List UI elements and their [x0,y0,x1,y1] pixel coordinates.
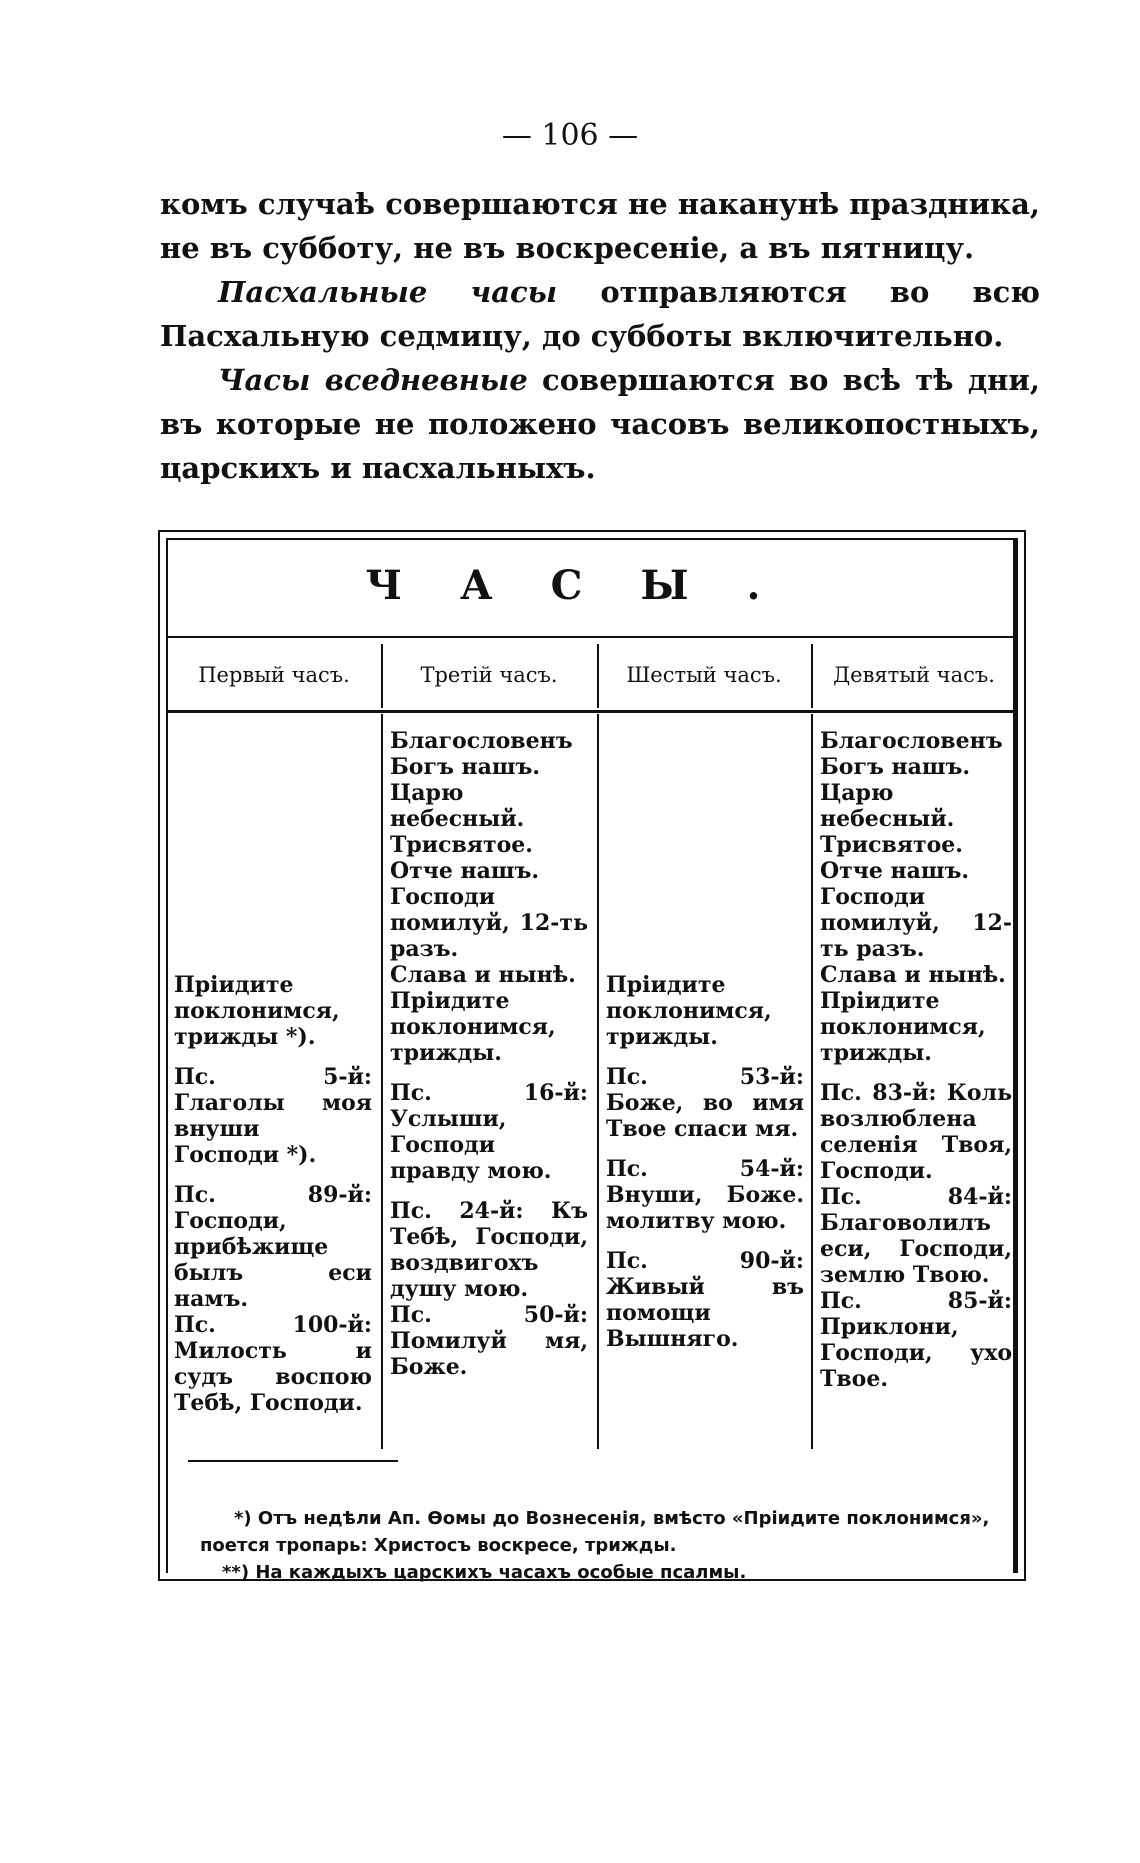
header-sixth-hour: Шестый часъ. [626,663,782,687]
psalm-1: Пс. 16-й: Услыши, Господи правду мою. [390,1080,588,1184]
body-separator-3 [811,714,813,1449]
footnote-rule [188,1460,398,1462]
prayer-blessed: Благословенъ Богъ нашъ. [820,728,1003,780]
psalm-3: Пс. 50-й: Помилуй мя, Боже. [390,1302,588,1380]
header-divider [166,710,1018,713]
header-third-hour: Третій часъ. [420,663,558,687]
paragraph-1: комъ случаѣ совершаются не наканунѣ праздника, не въ субботу, не въ воскресеніе, а въ пятницу. [160,187,1040,265]
prayer-our-father: Отче нашъ. [820,858,970,884]
psalm-2: Пс. 54-й: Внуши, Боже. молитву мою. [606,1156,804,1234]
table-title: ЧАСЫ. [365,562,819,609]
invitation-text: Пріидите поклонимся, трижды. [820,988,986,1066]
prayer-heavenly-king: Царю небесный. [820,780,955,832]
prayer-trisagion: Трисвятое. [390,832,533,858]
paragraph-2 [160,270,1040,358]
paragraph-3-text: совершаются во всѣ тѣ дни, въ которые не положено часовъ великопостныхъ, царскихъ и пасхальныхъ. [160,363,1040,485]
footnote-2: **) На каждыхъ царскихъ часахъ особые псалмы. [222,1562,747,1583]
psalm-3: Пс. 100-й: Милость и судъ воспою Тебѣ, Господи. [174,1312,372,1416]
psalm-1: Пс. 83-й: Коль возлюблена селенія Твоя, Господи. [820,1080,1012,1184]
psalm-3: Пс. 90-й: Живый въ помощи Вышняго. [606,1248,804,1352]
prayer-trisagion: Трисвятое. [820,832,963,858]
psalm-1: Пс. 5-й: Глаголы моя внуши Господи *). [174,1064,372,1168]
psalm-2: Пс. 84-й: Благоволилъ еси, Господи, землю Твою. [820,1184,1012,1288]
paragraph-3 [160,358,1040,490]
psalm-2: Пс. 89-й: Господи, прибѣжище былъ еси намъ. [174,1182,372,1312]
header-separator-2 [597,644,599,708]
column-third-hour [390,728,588,1380]
psalm-1: Пс. 53-й: Боже, во имя Твое спаси мя. [606,1064,804,1142]
hours-table [158,530,1026,1581]
body-text [160,182,1040,490]
column-first-hour [174,972,372,1416]
body-separator-1 [381,714,383,1449]
daily-hours-term: Часы вседневные [218,363,528,397]
title-divider [166,636,1018,638]
footnote-1: *) Отъ недѣли Ап. Ѳомы до Вознесенія, вмѣсто «Пріидите поклонимся», поется тропарь: Христосъ воскресе, трижды. [200,1508,990,1556]
header-separator-3 [811,644,813,708]
prayer-lord-have-mercy: Господи помилуй, 12-ть разъ. [390,884,588,962]
invitation-text: Пріидите поклонимся, трижды *). [174,972,340,1050]
invitation-text: Пріидите поклонимся, трижды. [390,988,556,1066]
invitation-text: Пріидите поклонимся, трижды. [606,972,772,1050]
psalm-3: Пс. 85-й: Приклони, Господи, ухо Твое. [820,1288,1012,1392]
body-separator-2 [597,714,599,1449]
prayer-our-father: Отче нашъ. [390,858,540,884]
header-ninth-hour: Девятый часъ. [833,663,995,687]
header-first-hour: Первый часъ. [198,663,350,687]
paragraph-2-text: отправляются во всю Пасхальную седмицу, до субботы включительно. [160,275,1041,353]
page-number: — 106 — [501,118,639,153]
prayer-lord-have-mercy: Господи помилуй, 12-ть разъ. [820,884,1012,962]
header-separator-1 [381,644,383,708]
prayer-heavenly-king: Царю небесный. [390,780,525,832]
prayer-blessed: Благословенъ Богъ нашъ. [390,728,573,780]
column-ninth-hour [820,728,1012,1392]
prayer-glory: Слава и нынѣ. [820,962,1006,988]
prayer-glory: Слава и нынѣ. [390,962,576,988]
paschal-hours-term: Пасхальные часы [218,275,558,309]
footnotes [200,1505,1000,1586]
column-sixth-hour [606,972,804,1352]
psalm-2: Пс. 24-й: Къ Тебѣ, Господи, воздвигохъ душу мою. [390,1198,588,1302]
